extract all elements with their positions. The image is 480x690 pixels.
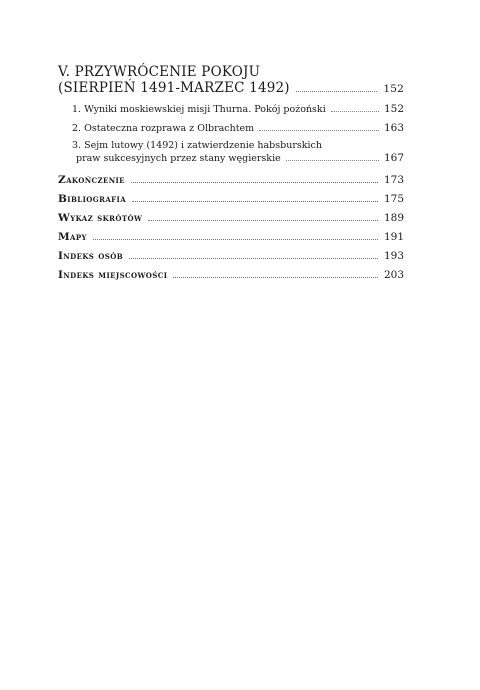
section-page-number: 163 xyxy=(383,121,404,134)
leader-dots xyxy=(259,130,379,131)
entry-title: Indeks miejscowości xyxy=(58,269,168,281)
leader-dots xyxy=(286,160,379,161)
chapter-title-row xyxy=(58,80,404,97)
entry-page-number: 173 xyxy=(383,174,404,186)
toc-entry-mapy xyxy=(58,231,404,244)
toc-section-row xyxy=(72,122,404,136)
section-page-number: 152 xyxy=(383,103,404,115)
section-title-line1: 3. Sejm lutowy (1492) i zatwierdzenie habsburskich xyxy=(72,140,322,151)
leader-dots xyxy=(173,277,378,278)
back-matter-entries xyxy=(58,174,404,282)
table-of-contents xyxy=(58,64,404,288)
toc-entry-bibliografia xyxy=(58,193,404,206)
leader-dots xyxy=(296,91,378,92)
leader-dots xyxy=(132,201,378,202)
chapter-title-line2: (SIERPIEŃ 1491-MARZEC 1492) xyxy=(58,80,290,96)
entry-title: Bibliografia xyxy=(58,193,127,205)
entry-title: Indeks osób xyxy=(58,250,124,262)
entry-page-number: 191 xyxy=(383,231,404,243)
toc-entry-indeks-miejscowosci xyxy=(58,269,404,282)
toc-section-row xyxy=(72,140,404,165)
entry-page-number: 203 xyxy=(383,269,404,281)
chapter-heading xyxy=(58,64,404,97)
section-page-number: 167 xyxy=(383,152,404,164)
leader-dots xyxy=(331,111,379,112)
chapter-page-number: 152 xyxy=(383,83,404,95)
chapter-title-line1: V. PRZYWRÓCENIE POKOJU xyxy=(58,64,261,80)
section-title: 2. Ostateczna rozprawa z Olbrachtem xyxy=(72,122,255,134)
toc-entry-wykaz-skrotow xyxy=(58,212,404,225)
section-title-row xyxy=(72,152,404,165)
leader-dots xyxy=(131,182,378,183)
toc-entry-zakonczenie xyxy=(58,174,404,187)
leader-dots xyxy=(148,220,378,221)
toc-entry-indeks-osob xyxy=(58,250,404,263)
leader-dots xyxy=(93,239,378,240)
toc-section-row xyxy=(72,103,404,117)
entry-page-number: 175 xyxy=(383,193,404,205)
entry-title: Zakończenie xyxy=(58,174,125,186)
chapter-sections xyxy=(72,103,404,165)
leader-dots xyxy=(129,258,378,259)
entry-title: Mapy xyxy=(58,231,87,243)
section-title: 1. Wyniki moskiewskiej misji Thurna. Pokój pożoński xyxy=(72,104,326,115)
entry-page-number: 189 xyxy=(383,212,404,224)
section-title-line2: praw sukcesyjnych przez stany węgierskie xyxy=(76,153,281,164)
entry-title: Wykaz skrótów xyxy=(58,212,143,224)
entry-page-number: 193 xyxy=(383,250,404,262)
